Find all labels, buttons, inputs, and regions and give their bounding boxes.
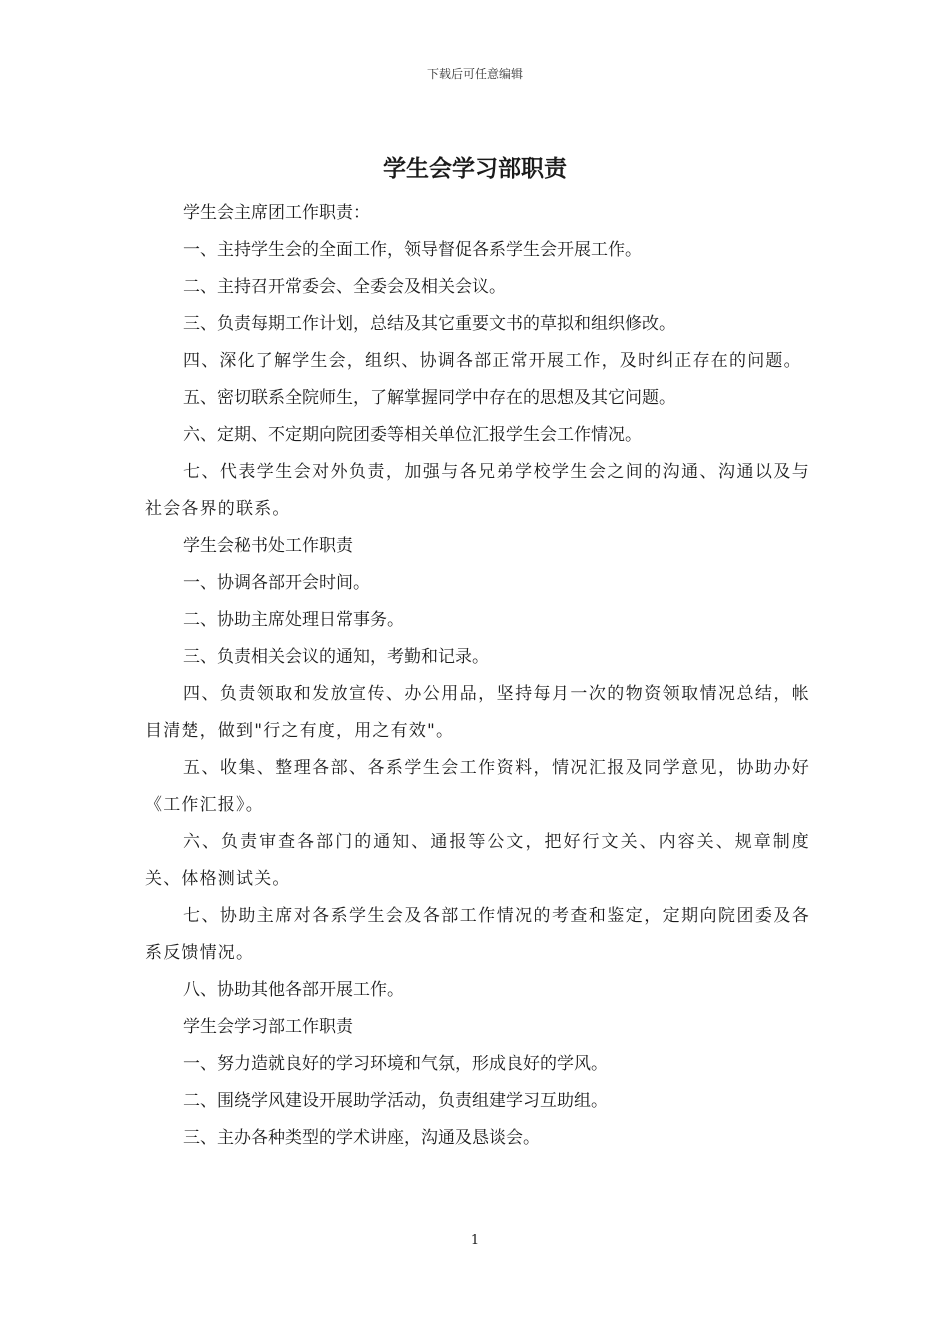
paragraph: 六、定期、不定期向院团委等相关单位汇报学生会工作情况。	[183, 425, 642, 445]
section-heading-chairman: 学生会主席团工作职责：	[183, 203, 370, 223]
paragraph: 四、深化了解学生会，组织、协调各部正常开展工作，及时纠正存在的问题。	[183, 351, 802, 371]
paragraph: 一、努力造就良好的学习环境和气氛，形成良好的学风。	[183, 1054, 608, 1074]
paragraph: 八、协助其他各部开展工作。	[183, 980, 404, 1000]
paragraph: 三、负责每期工作计划，总结及其它重要文书的草拟和组织修改。	[183, 314, 676, 334]
paragraph: 二、围绕学风建设开展助学活动，负责组建学习互助组。	[183, 1091, 608, 1111]
paragraph: 四、负责领取和发放宣传、办公用品，坚持每月一次的物资领取情况总结，帐目清楚，做到"行之有度，用之有效"。	[145, 684, 810, 741]
paragraph: 七、协助主席对各系学生会及各部工作情况的考查和鉴定，定期向院团委及各系反馈情况。	[145, 906, 810, 963]
paragraph: 五、密切联系全院师生，了解掌握同学中存在的思想及其它问题。	[183, 388, 676, 408]
page-header: 下载后可任意编辑	[426, 67, 523, 81]
document-title: 学生会学习部职责	[383, 155, 567, 182]
paragraph: 五、收集、整理各部、各系学生会工作资料，情况汇报及同学意见，协助办好《工作汇报》。	[145, 758, 810, 815]
paragraph: 一、协调各部开会时间。	[183, 573, 370, 593]
section-heading-secretariat: 学生会秘书处工作职责	[183, 536, 353, 556]
paragraph: 二、协助主席处理日常事务。	[183, 610, 404, 630]
paragraph: 三、负责相关会议的通知，考勤和记录。	[183, 647, 489, 667]
paragraph: 二、主持召开常委会、全委会及相关会议。	[183, 277, 506, 297]
paragraph: 六、负责审查各部门的通知、通报等公文，把好行文关、内容关、规章制度关、体格测试关。	[145, 832, 810, 889]
section-heading-study: 学生会学习部工作职责	[183, 1017, 353, 1037]
page-number: 1	[470, 1233, 480, 1248]
paragraph: 七、代表学生会对外负责，加强与各兄弟学校学生会之间的沟通、沟通以及与社会各界的联系。	[145, 462, 810, 519]
paragraph: 三、主办各种类型的学术讲座，沟通及恳谈会。	[183, 1128, 540, 1148]
paragraph: 一、主持学生会的全面工作，领导督促各系学生会开展工作。	[183, 240, 642, 260]
document-body	[145, 195, 810, 1157]
